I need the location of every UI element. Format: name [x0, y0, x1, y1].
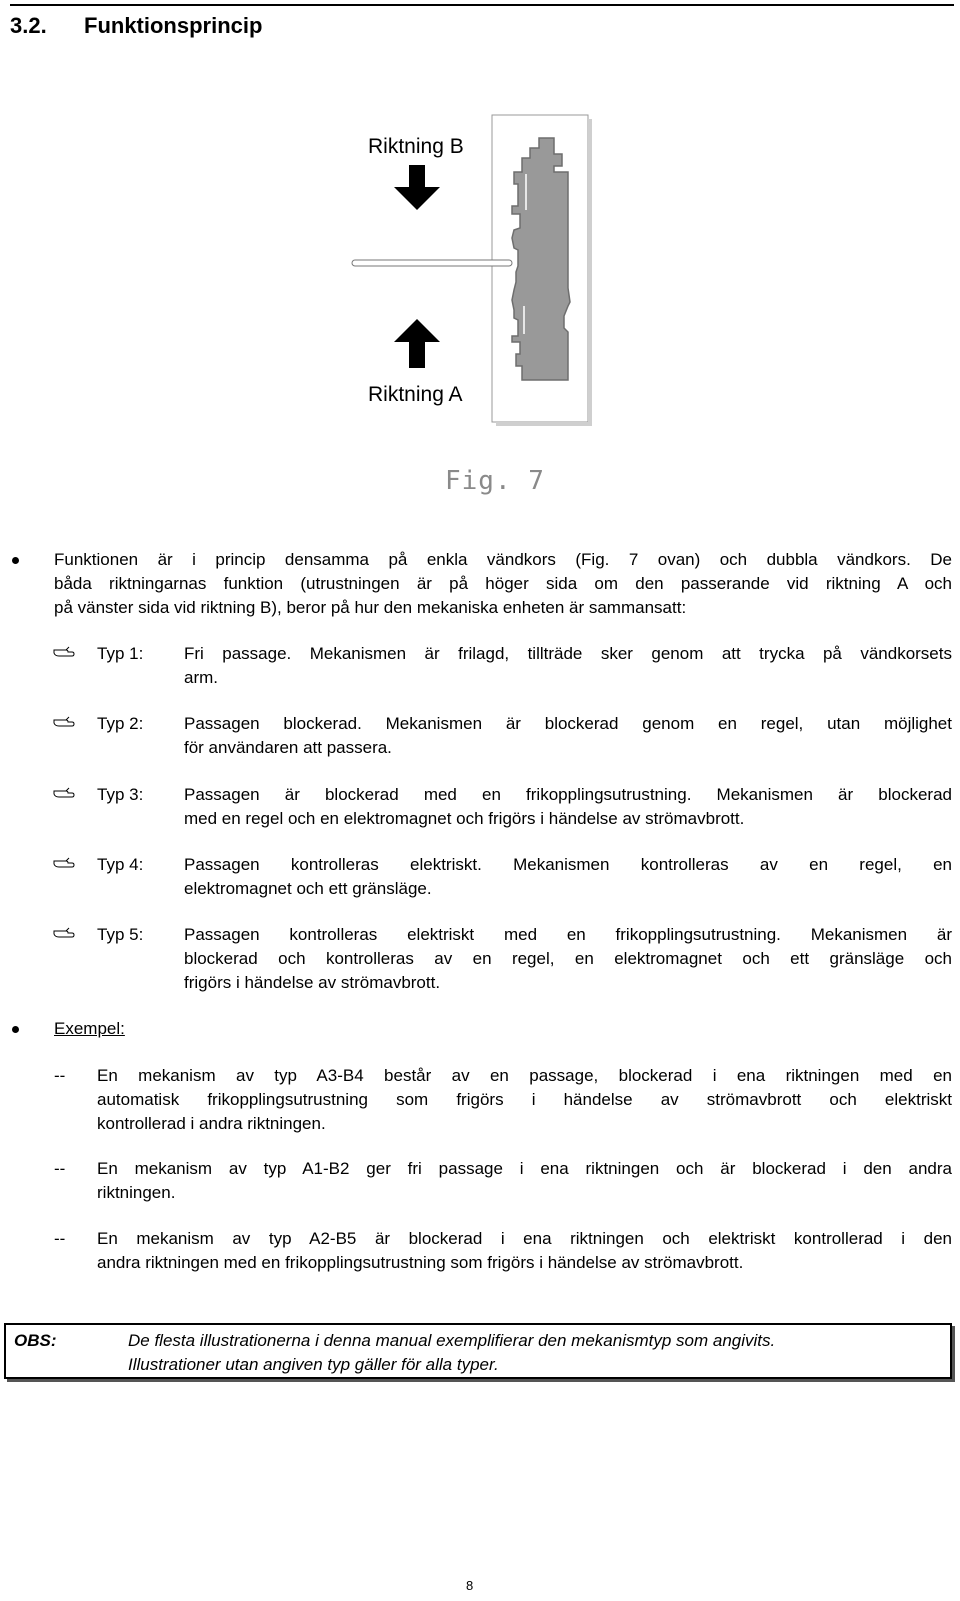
type-description-line: för användaren att passera. [184, 738, 392, 757]
type-label: Typ 2: [97, 714, 144, 733]
turnstile-arm [352, 260, 512, 266]
type-label: Typ 4: [97, 855, 144, 874]
type-description [184, 783, 952, 831]
type-description [184, 853, 952, 901]
example-line: automatisk frikopplingsutrustning som frigörs i händelse av strömavbrott och elektriskt [97, 1090, 952, 1109]
example-text [97, 1064, 952, 1136]
type-description-line: Passagen kontrolleras elektriskt. Mekanismen kontrolleras av en regel, en [184, 855, 952, 874]
type-description-line: Passagen kontrolleras elektriskt med en frikopplingsutrustning. Mekanismen är [184, 925, 952, 944]
type-description-line: blockerad och kontrolleras av en regel, en elektromagnet och ett gränsläge och [184, 949, 952, 968]
pointing-hand-icon [53, 926, 75, 940]
direction-a-label: Riktning A [368, 383, 463, 406]
turnstile-mechanism [512, 138, 570, 380]
intro-paragraph [54, 548, 952, 620]
type-description-line: frigörs i händelse av strömavbrott. [184, 973, 441, 992]
example-line: andra riktningen med en frikopplingsutrustning som frigörs i händelse av strömavbrott. [97, 1253, 744, 1272]
section-number: 3.2. [10, 13, 47, 38]
pointing-hand-icon [53, 715, 75, 729]
example-line: riktningen. [97, 1183, 176, 1202]
example-line: En mekanism av typ A1-B2 ger fri passage i ena riktningen och är blockerad i den andra [97, 1159, 952, 1178]
type-description-line: arm. [184, 668, 218, 687]
examples-heading: Exempel: [54, 1019, 125, 1038]
intro-line: Funktionen är i princip densamma på enkla vändkors (Fig. 7 ovan) och dubbla vändkors. De [54, 550, 952, 569]
obs-text [128, 1329, 928, 1377]
direction-b-label: Riktning B [368, 135, 464, 158]
example-dash: -- [54, 1159, 66, 1178]
figure-caption: Fig. 7 [445, 466, 545, 496]
type-description [184, 923, 952, 995]
type-description-line: Passagen blockerad. Mekanismen är blockerad genom en regel, utan möjlighet [184, 714, 952, 733]
arrow-down-icon [394, 165, 440, 210]
type-label: Typ 5: [97, 925, 144, 944]
example-text [97, 1227, 952, 1275]
type-description-line: med en regel och en elektromagnet och frigörs i händelse av strömavbrott. [184, 809, 745, 828]
bullet-icon [12, 1026, 19, 1033]
example-dash: -- [54, 1066, 66, 1085]
obs-note-box [4, 1323, 952, 1379]
pointing-hand-icon [53, 856, 75, 870]
example-text [97, 1157, 952, 1205]
figure-turnstile [340, 110, 610, 430]
obs-label: OBS: [14, 1331, 57, 1350]
pointing-hand-icon [53, 786, 75, 800]
figure-panel-shadow-right [588, 119, 592, 426]
section-title: Funktionsprincip [84, 13, 263, 38]
type-label: Typ 1: [97, 644, 144, 663]
example-line: En mekanism av typ A2-B5 är blockerad i ena riktningen och elektriskt kontrollerad i den [97, 1229, 952, 1248]
top-rule [10, 4, 954, 6]
pointing-hand-icon [53, 645, 75, 659]
intro-line: på vänster sida vid riktning B), beror på hur den mekaniska enheten är sammansatt: [54, 598, 687, 617]
obs-line: De flesta illustrationerna i denna manual exemplifierar den mekanismtyp som angivits. [128, 1331, 776, 1350]
bullet-icon [12, 557, 19, 564]
example-dash: -- [54, 1229, 66, 1248]
type-label: Typ 3: [97, 785, 144, 804]
example-line: kontrollerad i andra riktningen. [97, 1114, 326, 1133]
arrow-up-icon [394, 319, 440, 368]
type-description [184, 712, 952, 760]
obs-line: Illustrationer utan angiven typ gäller för alla typer. [128, 1355, 499, 1374]
intro-line: båda riktningarnas funktion (utrustningen är på höger sida om den passerande vid riktning A och [54, 574, 952, 593]
example-line: En mekanism av typ A3-B4 består av en passage, blockerad i ena riktningen med en [97, 1066, 952, 1085]
type-description [184, 642, 952, 690]
type-description-line: elektromagnet och ett gränsläge. [184, 879, 432, 898]
type-description-line: Fri passage. Mekanismen är frilagd, tillträde sker genom att trycka på vändkorsets [184, 644, 952, 663]
figure-panel-shadow-bottom [496, 422, 592, 426]
page-number: 8 [466, 1578, 474, 1593]
type-description-line: Passagen är blockerad med en frikopplingsutrustning. Mekanismen är blockerad [184, 785, 952, 804]
